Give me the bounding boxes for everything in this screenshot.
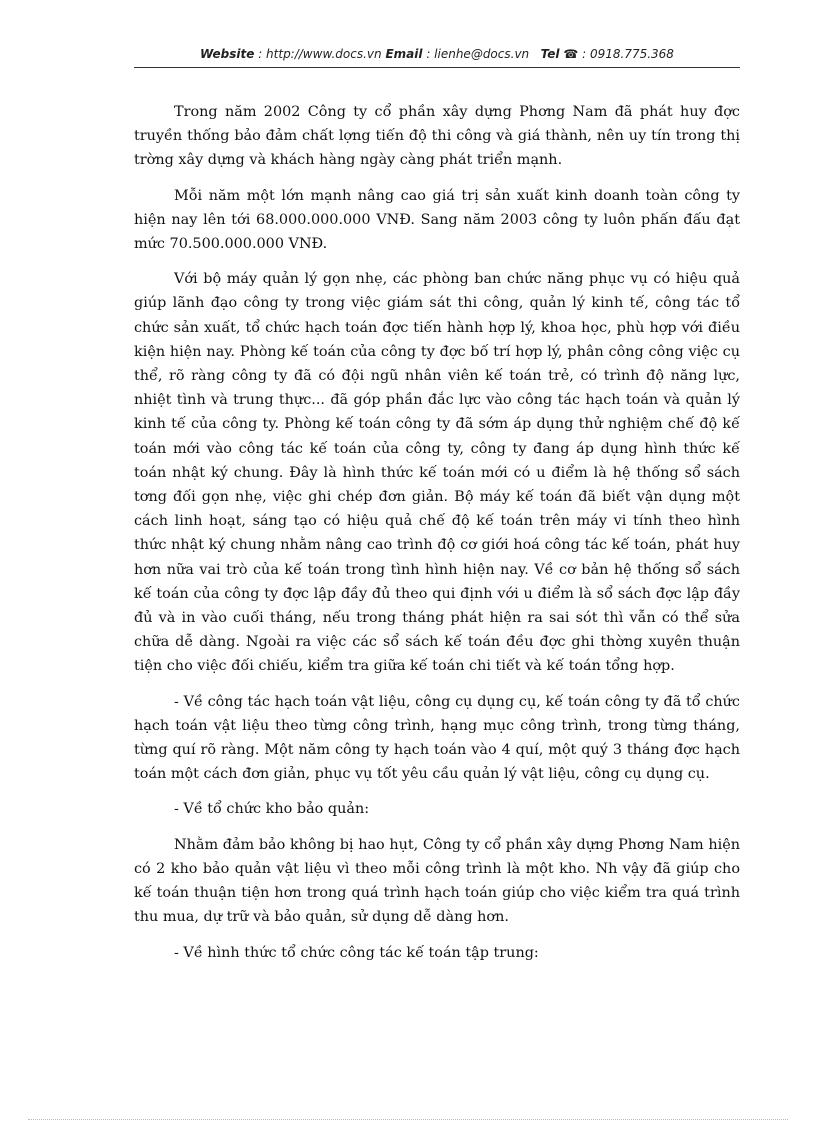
phone-icon: ☎ (563, 47, 579, 61)
tel-label: Tel (540, 47, 560, 61)
paragraph: Với bộ máy quản lý gọn nhẹ, các phòng ban chức năng phục vụ có hiệu quả giúp lãnh đạo công ty trong việc giám sát thi công, quản lý kinh tế, công tác tổ chức sản xuất, tổ chức hạch toán đợc tiến hành hợp lý, khoa học, phù hợp với điều kiện hiện nay. Phòng kế toán của công ty đợc bố trí hợp lý, phân công công việc cụ thể, rõ ràng công ty đã có đội ngũ nhân viên kế toán trẻ, có trình độ năng lực, nhiệt tình và trung thực... đã góp phần đắc lực vào công tác hạch toán và quản lý kinh tế của công ty. Phòng kế toán công ty đã sớm áp dụng thử nghiệm chế độ kế toán mới vào công tác kế toán của công ty, công ty đang áp dụng hình thức kế toán nhật ký chung. Đây là hình thức kế toán mới có u điểm là hệ thống sổ sách tơng đối gọn nhẹ, việc ghi chép đơn giản. Bộ máy kế toán đã biết vận dụng một cách linh hoạt, sáng tạo có hiệu quả chế độ kế toán trên máy vi tính theo hình thức nhật ký chung nhằm nâng cao trình độ cơ giới hoá công tác kế toán, phát huy hơn nữa vai trò của kế toán trong tình hình hiện nay. Về cơ bản hệ thống sổ sách kế toán của công ty đợc lập đầy đủ theo qui định với u điểm là sổ sách đợc lập đầy đủ và in vào cuối tháng, nếu trong tháng phát hiện ra sai sót thì vẫn có thể sửa chữa dễ dàng. Ngoài ra việc các sổ sách kế toán đều đợc ghi thờng xuyên thuận tiện cho việc đối chiếu, kiểm tra giữa kế toán chi tiết và kế toán tổng hợp. (134, 271, 740, 675)
paragraph: - Về tổ chức kho bảo quản: (174, 801, 370, 818)
document-body (134, 100, 740, 976)
paragraph: Mỗi năm một lớn mạnh nâng cao giá trị sản xuất kinh doanh toàn công ty hiện nay lên tới 68.000.000.000 VNĐ. Sang năm 2003 công ty luôn phấn đấu đạt mức 70.500.000.000 VNĐ. (134, 187, 740, 253)
tel-separator: : (578, 47, 590, 61)
page-header (134, 47, 740, 61)
header-divider (134, 67, 740, 68)
email-label: Email (385, 47, 423, 61)
website-separator: : (254, 47, 267, 61)
paragraph: - Về công tác hạch toán vật liệu, công cụ dụng cụ, kế toán công ty đã tổ chức hạch toán vật liệu theo từng công trình, hạng mục công trình, trong từng tháng, từng quí rõ ràng. Một năm công ty hạch toán vào 4 quí, một quý 3 tháng đợc hạch toán một cách đơn giản, phục vụ tốt yêu cầu quản lý vật liệu, công cụ dụng cụ. (134, 693, 740, 783)
website-link[interactable]: http://www.docs.vn (266, 47, 382, 61)
paragraph: Nhằm đảm bảo không bị hao hụt, Công ty cổ phần xây dựng Phơng Nam hiện có 2 kho bảo quản vật liệu vì theo mỗi công trình là một kho. Nh vậy đã giúp cho kế toán thuận tiện hơn trong quá trình hạch toán giúp cho việc kiểm tra quá trình thu mua, dự trữ và bảo quản, sử dụng dễ dàng hơn. (134, 836, 740, 926)
paragraph: - Về hình thức tổ chức công tác kế toán tập trung: (174, 944, 539, 961)
paragraph: Trong năm 2002 Công ty cổ phần xây dựng Phơng Nam đã phát huy đợc truyền thống bảo đảm chất lợng tiến độ thi công và giá thành, nên uy tín trong thị trờng xây dựng và khách hàng ngày càng phát triển mạnh. (134, 104, 740, 169)
footer-divider (28, 1119, 788, 1120)
email-separator: : (422, 47, 435, 61)
email-link[interactable]: lienhe@docs.vn (434, 47, 530, 61)
tel-number: 0918.775.368 (589, 47, 674, 61)
website-label: Website (200, 47, 255, 61)
